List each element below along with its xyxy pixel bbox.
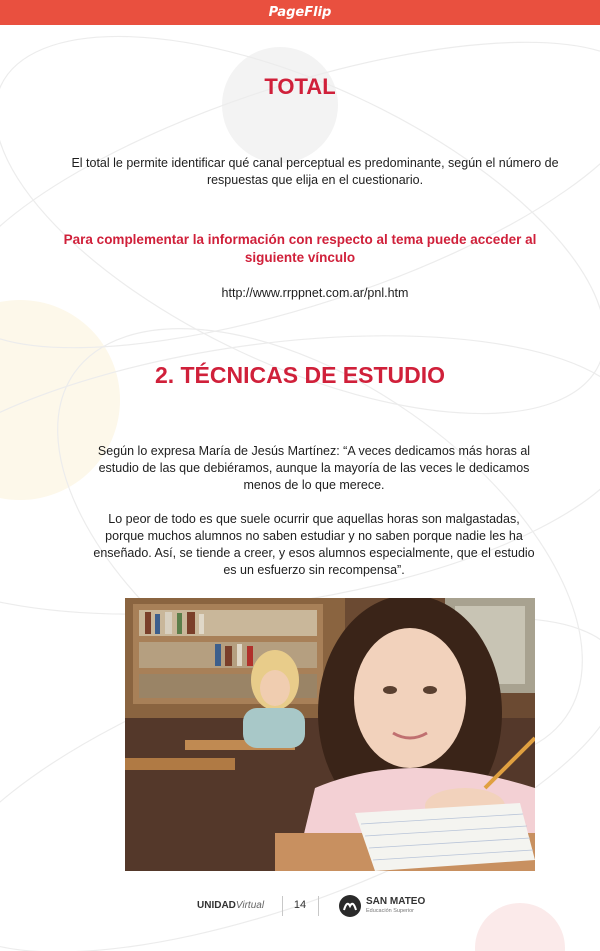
footer-divider-left xyxy=(282,896,283,916)
brand-name: SAN MATEO xyxy=(366,896,426,907)
total-paragraph: El total le permite identificar qué canal perceptual es predominante, según el número de respuestas que elija en el cuestionario. xyxy=(71,156,559,187)
quote-paragraph-1: Según lo expresa María de Jesús Martínez: “A veces dedicamos más horas al estudio de las que debiéramos, aunque la mayoría de las veces le dedicamos menos de lo que merece. xyxy=(97,444,531,492)
page-footer xyxy=(0,893,600,919)
brand-tagline: Educación Superior xyxy=(366,908,415,914)
section-heading-tecnicas: 2. TÉCNICAS DE ESTUDIO xyxy=(154,362,446,388)
section-heading-total: TOTAL xyxy=(264,74,336,99)
notebook xyxy=(355,803,535,871)
header-title: PageFlip xyxy=(268,5,332,20)
page-number: 14 xyxy=(293,899,307,911)
classroom-photo xyxy=(125,598,535,871)
footer-divider-right xyxy=(318,896,319,916)
virtual-label: Virtual xyxy=(235,900,265,911)
san-mateo-logo-icon xyxy=(338,894,362,918)
desk-back xyxy=(125,758,235,770)
bg-circle-top xyxy=(222,47,338,163)
pageflip-header-bar xyxy=(0,0,600,25)
reference-link[interactable]: http://www.rrppnet.com.ar/pnl.htm xyxy=(221,286,409,300)
unidad-label: UNIDAD xyxy=(197,900,236,911)
complement-text: Para complementar la información con respecto al tema puede acceder al siguiente vínculo xyxy=(63,232,537,265)
unidad-virtual-logo xyxy=(197,900,264,911)
quote-paragraph-2: Lo peor de todo es que suele ocurrir que aquellas horas son malgastadas, porque muchos alumnos no saben estudiar y no saben porque nadie les ha enseñado. Así, se tiende a creer, y esos alumnos especialmente, que el estudio es un esfuerzo sin recompensa”. xyxy=(93,512,535,577)
